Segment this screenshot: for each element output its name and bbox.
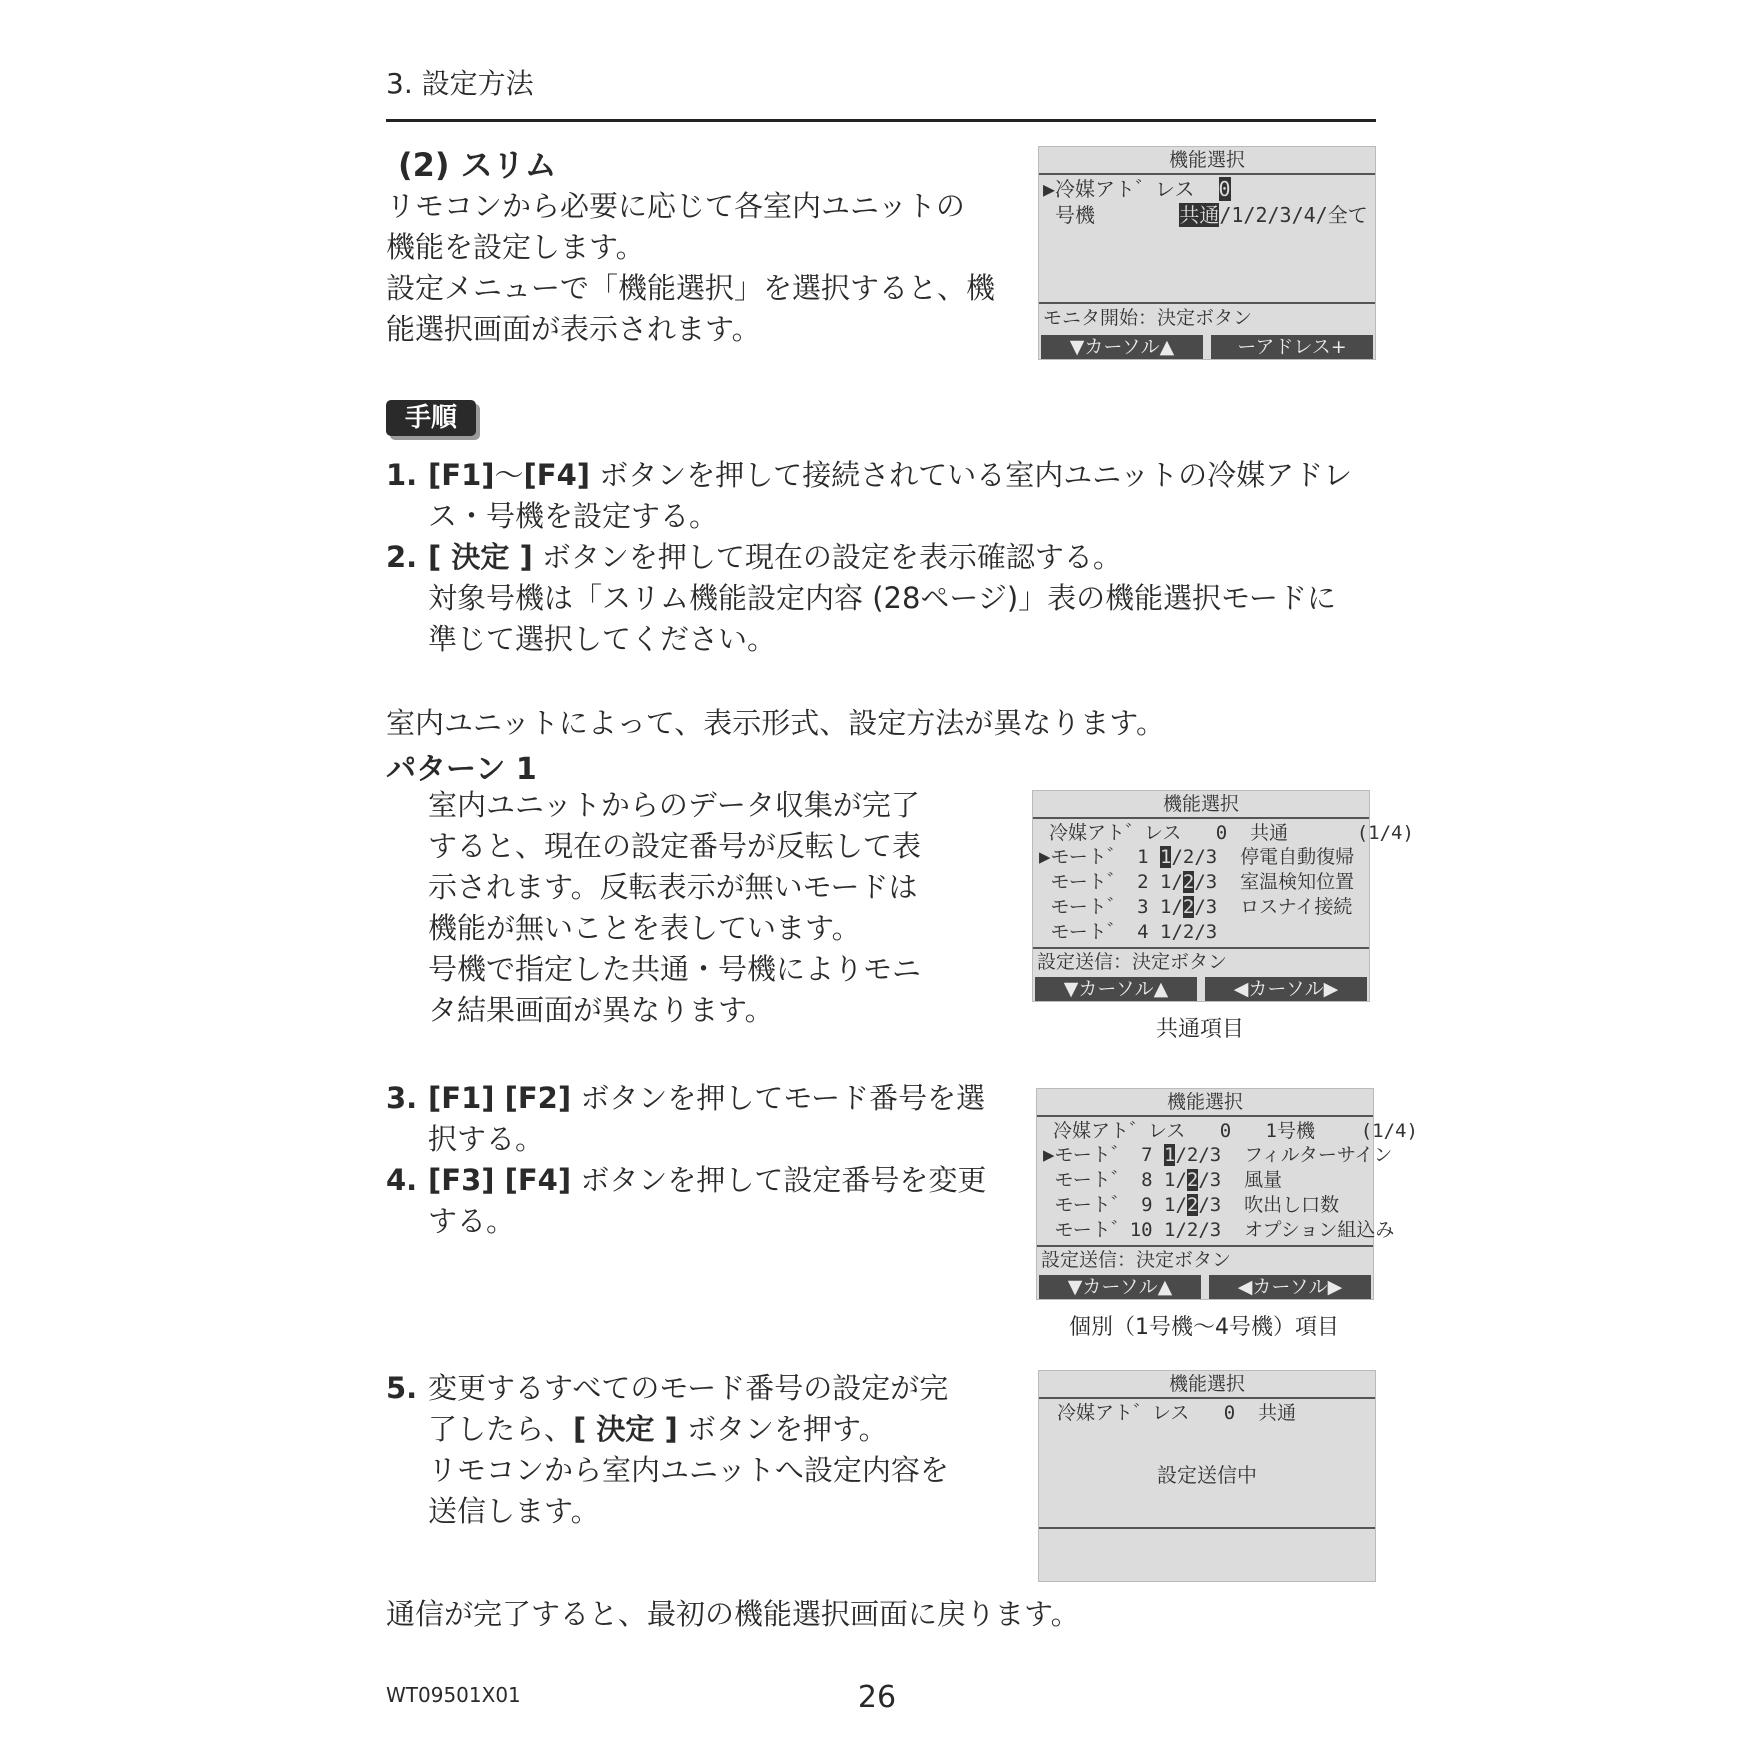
key-decide: [ 決定 ] <box>428 540 533 574</box>
lcd-mode-row: モート゛ 3 1/2/3 ロスナイ接続 <box>1050 896 1353 918</box>
selected-value: 2 <box>1186 1169 1199 1191</box>
lcd-function-select-common <box>1032 790 1414 1002</box>
slim-heading: (2) スリム <box>398 146 557 184</box>
selected-value: 2 <box>1182 871 1195 893</box>
desc-line: 号機で指定した共通・号機によりモニ <box>428 952 922 986</box>
step-2 <box>386 537 1376 662</box>
lcd-mode-row: モート゛ 8 1/2/3 風量 <box>1054 1169 1283 1191</box>
address-button[interactable]: ーアドレス+ <box>1211 335 1373 359</box>
intro-line: 設定メニューで「機能選択」を選択すると、機 <box>386 271 996 305</box>
step-number: 4. <box>386 1163 418 1197</box>
lcd-mode-row: ▶モート゛ 7 1/2/3 フィルターサイン <box>1043 1144 1393 1166</box>
tilde: ～ <box>494 458 524 492</box>
step-text: 変更するすべてのモード番号の設定が完 了したら、[ 決定 ] ボタンを押す。 リモコンから室内ユニットへ設定内容を 送信します。 <box>428 1371 949 1528</box>
step2-line-c: 準じて選択してください。 <box>428 622 777 656</box>
step-5 <box>386 1368 986 1533</box>
lcd-divider <box>1037 1245 1373 1247</box>
lcd-status: 設定送信中 <box>1157 1463 1257 1487</box>
lcd-button-bar <box>1039 335 1375 359</box>
step-number: 2. <box>386 540 418 574</box>
cursor-vertical-button[interactable]: ▼カーソル▲ <box>1039 1275 1201 1299</box>
cursor-button[interactable]: ▼カーソル▲ <box>1041 335 1203 359</box>
key-decide: [ 決定 ] <box>573 1412 678 1446</box>
step-text: [F3] [F4] ボタンを押して設定番号を変更 する。 <box>428 1163 987 1238</box>
cursor-horizontal-button[interactable]: ◀カーソル▶ <box>1205 977 1367 1001</box>
lcd-title: 機能選択 <box>1162 793 1239 815</box>
step-number: 3. <box>386 1081 418 1115</box>
lcd-footer: モニタ開始：決定ボタン <box>1043 307 1253 329</box>
cursor-vertical-button[interactable]: ▼カーソル▲ <box>1035 977 1197 1001</box>
step-number: 1. <box>386 458 418 492</box>
lcd-unit-label: 号機 <box>1043 203 1096 227</box>
lcd-button-bar <box>1037 1275 1373 1299</box>
lcd-divider <box>1039 302 1375 304</box>
lcd-mode-row: モート゛10 1/2/3 オプション組込み <box>1054 1219 1395 1241</box>
lcd-divider <box>1039 173 1375 175</box>
key-f4: [F4] <box>523 458 591 492</box>
intro-line: 機能を設定します。 <box>386 230 645 264</box>
step-3 <box>386 1078 986 1160</box>
slim-intro <box>386 186 995 350</box>
lcd-header-row: 冷媒アト゛レス 0 1号機 (1/4) <box>1053 1120 1418 1142</box>
selected-value: 2 <box>1182 896 1195 918</box>
step-number: 5. <box>386 1371 418 1405</box>
desc-line: 示されます。反転表示が無いモードは <box>428 870 918 904</box>
intro-line: 能選択画面が表示されます。 <box>386 312 761 346</box>
lcd-function-select-individual <box>1036 1088 1418 1300</box>
lcd-divider <box>1033 817 1369 819</box>
selected-value: 1 <box>1160 846 1172 868</box>
lcd-divider <box>1033 947 1369 949</box>
lcd-unit-row <box>1043 203 1368 227</box>
key-f3-f4: [F3] [F4] <box>428 1163 572 1197</box>
cursor-icon: ▶ <box>1039 846 1051 868</box>
selected-value: 1 <box>1164 1144 1176 1166</box>
lcd2-caption: 共通項目 <box>1155 1017 1244 1042</box>
pattern-heading: パターン 1 <box>386 752 537 787</box>
cursor-horizontal-button[interactable]: ◀カーソル▶ <box>1209 1275 1371 1299</box>
header-rule <box>386 119 1376 122</box>
section-header: 3. 設定方法 <box>386 67 534 100</box>
step-text <box>428 537 1336 660</box>
lcd-footer: 設定送信：決定ボタン <box>1037 951 1228 973</box>
lcd-address-row <box>1043 177 1231 201</box>
document-id: WT09501X01 <box>386 1683 521 1707</box>
desc-line: 機能が無いことを表しています。 <box>428 911 861 945</box>
lcd-title: 機能選択 <box>1168 1373 1245 1395</box>
page-number: 26 <box>857 1680 897 1715</box>
lcd-title: 機能選択 <box>1166 1091 1243 1113</box>
lcd3-caption: 個別（1号機～4号機）項目 <box>1069 1315 1339 1340</box>
lcd-mode-row: ▶モート゛ 1 1/2/3 停電自動復帰 <box>1039 846 1355 868</box>
lcd-divider <box>1037 1115 1373 1117</box>
step1-line-b: ス・号機を設定する。 <box>428 499 719 533</box>
lcd-address-value: 0 <box>1218 177 1231 201</box>
lcd-mode-row: モート゛ 4 1/2/3 <box>1050 921 1218 943</box>
step-text: [F1] [F2] ボタンを押してモード番号を選 択する。 <box>428 1081 986 1156</box>
lcd-sending <box>1038 1370 1376 1582</box>
lcd-divider <box>1039 1527 1375 1529</box>
lcd-function-select-address <box>1038 146 1376 360</box>
step2-line-b: 対象号機は「スリム機能設定内容 (28ページ)」表の機能選択モードに <box>428 581 1337 615</box>
selected-value: 2 <box>1186 1194 1199 1216</box>
mode-function: 停電自動復帰 <box>1240 846 1355 868</box>
desc-line: 室内ユニットからのデータ収集が完了 <box>428 788 920 822</box>
lcd-divider <box>1039 1397 1375 1399</box>
step-1 <box>386 455 1376 537</box>
pattern-note: 室内ユニットによって、表示形式、設定方法が異なります。 <box>386 706 1165 740</box>
lcd-title: 機能選択 <box>1168 149 1245 171</box>
step2-line-a: ボタンを押して現在の設定を表示確認する。 <box>541 540 1122 574</box>
lcd-mode-row: モート゛ 9 1/2/3 吹出し口数 <box>1054 1194 1340 1216</box>
intro-line: リモコンから必要に応じて各室内ユニットの <box>386 189 965 223</box>
key-f1-f2: [F1] [F2] <box>428 1081 572 1115</box>
desc-line: タ結果画面が異なります。 <box>428 993 774 1027</box>
pattern-description <box>428 785 921 1031</box>
lcd-unit-options: /1/2/3/4/全て <box>1219 203 1368 227</box>
lcd-header-row: 冷媒アト゛レス 0 共通 <box>1057 1402 1297 1424</box>
closing-text: 通信が完了すると、最初の機能選択画面に戻ります。 <box>386 1597 1080 1631</box>
lcd-unit-selected: 共通 <box>1179 203 1220 227</box>
step1-line-a: ボタンを押して接続されている室内ユニットの冷媒アドレ <box>599 458 1353 492</box>
cursor-icon: ▶ <box>1043 1144 1055 1166</box>
procedure-badge: 手順 <box>386 400 476 436</box>
mode-function: 室温検知位置 <box>1240 871 1355 893</box>
lcd-footer: 設定送信：決定ボタン <box>1041 1249 1232 1271</box>
lcd-header-row: 冷媒アト゛レス 0 共通 (1/4) <box>1049 822 1414 844</box>
step-4 <box>386 1160 986 1242</box>
desc-line: すると、現在の設定番号が反転して表 <box>428 829 922 863</box>
lcd-mode-row: モート゛ 2 1/2/3 室温検知位置 <box>1050 871 1355 893</box>
key-f1: [F1] <box>428 458 495 492</box>
lcd-address-label: ▶冷媒アト゛レス <box>1043 177 1195 201</box>
lcd-button-bar <box>1033 977 1369 1001</box>
step-text <box>428 455 1352 537</box>
mode-function: ロスナイ接続 <box>1240 896 1353 918</box>
